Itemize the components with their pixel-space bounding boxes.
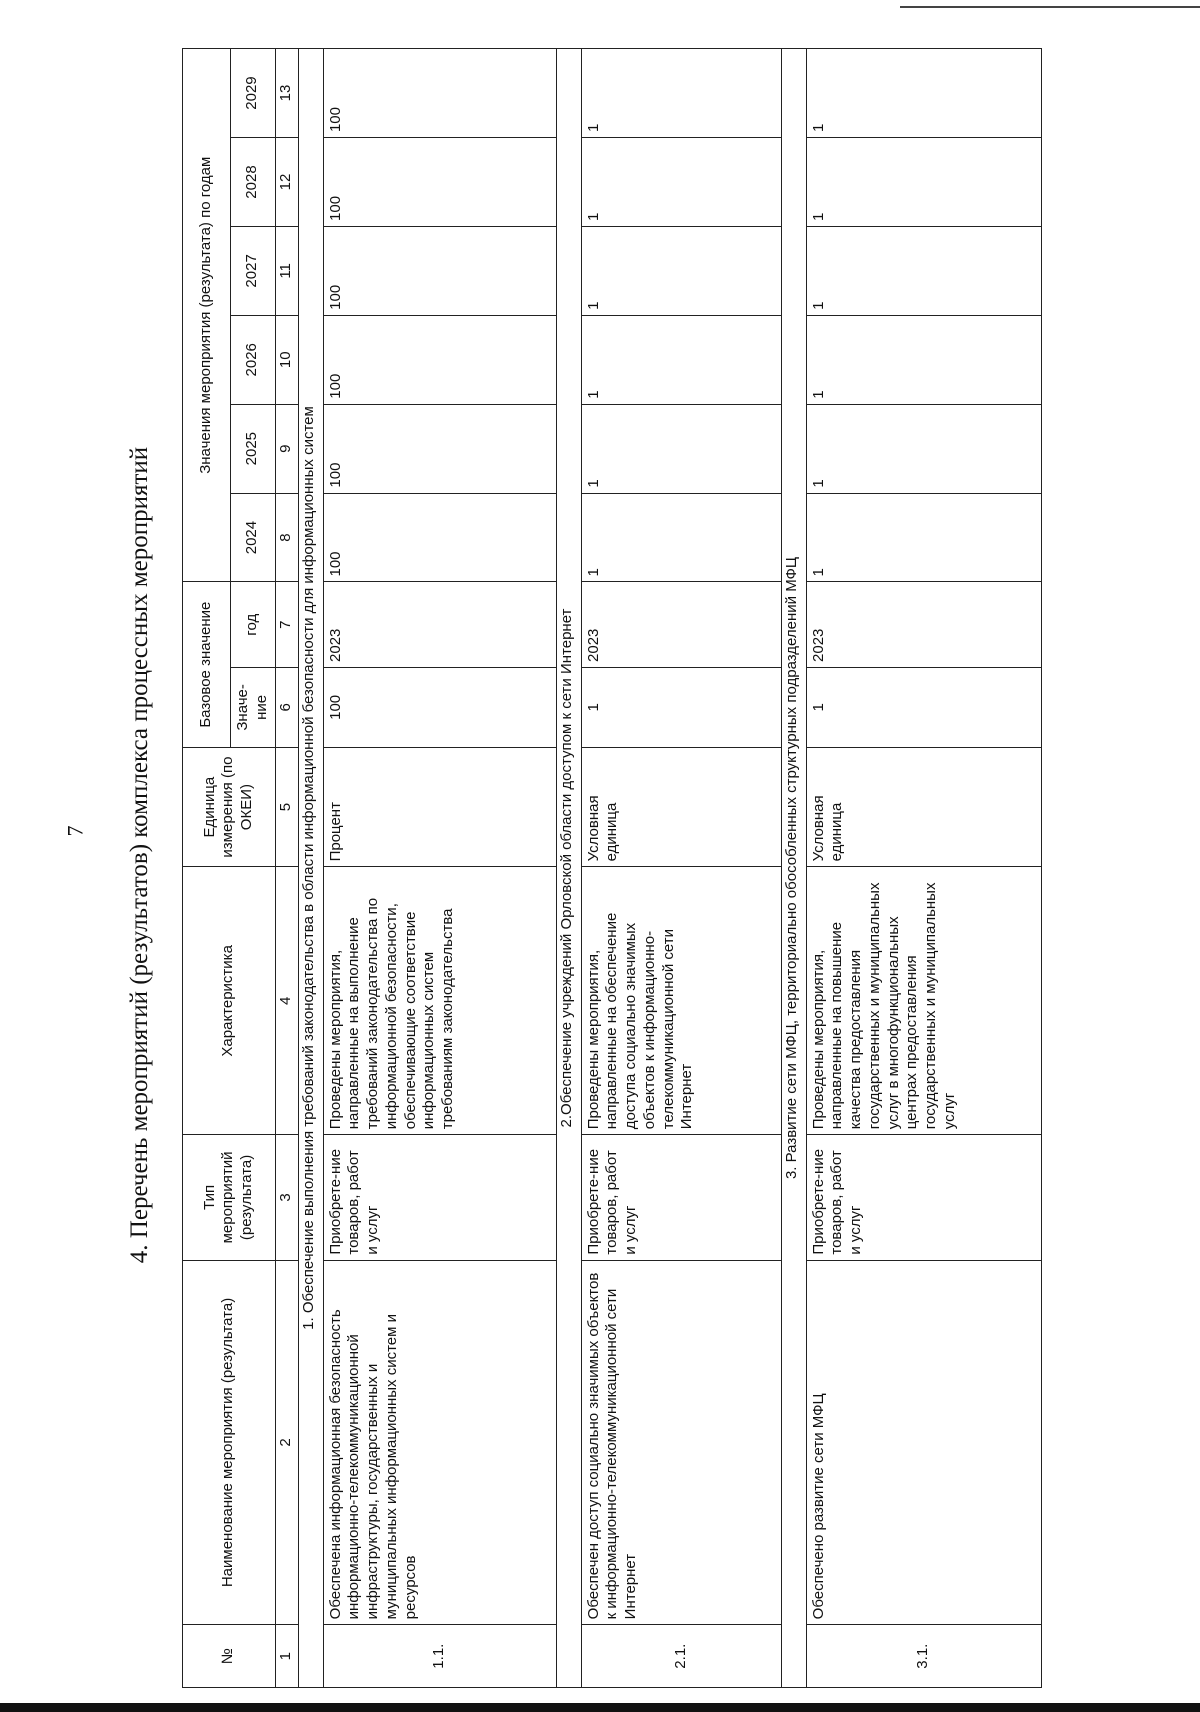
row-year-value: 100: [323, 493, 556, 582]
col-number: 2: [275, 1260, 298, 1625]
col-number: 8: [275, 493, 298, 582]
activities-table: [182, 48, 1042, 1688]
row-base-value: 1: [806, 667, 1041, 747]
table-row: [806, 49, 1041, 1688]
row-unit: Процент: [323, 747, 556, 867]
row-type: Приобрете-ние товаров, работ и услуг: [806, 1135, 1041, 1260]
header-base-year: год: [231, 582, 276, 667]
section-header-row: [781, 49, 806, 1688]
col-number: 6: [275, 667, 298, 747]
header-base-value: Значе-ние: [231, 667, 276, 747]
row-name: Обеспечен доступ социально значимых объектов к информационно-телекоммуникационной сети Интернет: [581, 1260, 781, 1625]
row-year-value: 1: [581, 226, 781, 315]
table-row: [323, 49, 556, 1688]
header-year: 2028: [231, 138, 276, 227]
row-base-year: 2023: [806, 582, 1041, 667]
header-year: 2025: [231, 404, 276, 493]
header-no: №: [183, 1625, 276, 1688]
col-number: 1: [275, 1625, 298, 1688]
row-year-value: 1: [581, 49, 781, 138]
header-unit: Единица измерения (по ОКЕИ): [183, 747, 276, 867]
header-desc: Характеристика: [183, 867, 276, 1135]
row-year-value: 100: [323, 315, 556, 404]
page-title: 4. Перечень мероприятий (результатов) комплекса процессных мероприятий: [126, 446, 153, 1264]
row-name: Обеспечено развитие сети МФЦ: [806, 1260, 1041, 1625]
row-base-year: 2023: [323, 582, 556, 667]
row-year-value: 1: [806, 138, 1041, 227]
row-unit: Условная единица: [581, 747, 781, 867]
header-year: 2026: [231, 315, 276, 404]
col-number: 3: [275, 1135, 298, 1260]
col-number: 13: [275, 49, 298, 138]
col-number: 9: [275, 404, 298, 493]
row-number: 3.1.: [806, 1625, 1041, 1688]
row-year-value: 100: [323, 404, 556, 493]
top-rule: [900, 6, 1200, 8]
header-type: Тип мероприятий (результата): [183, 1135, 276, 1260]
row-year-value: 1: [806, 315, 1041, 404]
row-number: 2.1.: [581, 1625, 781, 1688]
col-number: 7: [275, 582, 298, 667]
row-name: Обеспечена информационная безопасность информационно-телекоммуникационной инфраструктуры, государственных и муниципальных информационных систем и ресурсов: [323, 1260, 556, 1625]
col-number: 4: [275, 867, 298, 1135]
table-row: [581, 49, 781, 1688]
scan-edge-bar: [0, 1703, 1200, 1712]
row-base-value: 100: [323, 667, 556, 747]
section-title: 2.Обеспечение учреждений Орловской области доступом к сети Интернет: [556, 49, 581, 1688]
row-type: Приобрете-ние товаров, работ и услуг: [323, 1135, 556, 1260]
row-desc: Проведены мероприятия, направленные на обеспечение доступа социально значимых объектов к информационно-телекоммуникационной сети Интернет: [581, 867, 781, 1135]
row-desc: Проведены мероприятия, направленные на выполнение требований законодательства по информационной безопасности, обеспечивающие соответствие информационных систем требованиям законодательства: [323, 867, 556, 1135]
row-year-value: 1: [581, 493, 781, 582]
row-base-year: 2023: [581, 582, 781, 667]
header-year: 2024: [231, 493, 276, 582]
rotated-table-container: [182, 48, 1152, 1688]
row-base-value: 1: [581, 667, 781, 747]
page-number: 7: [62, 825, 88, 837]
row-year-value: 1: [581, 404, 781, 493]
row-number: 1.1.: [323, 1625, 556, 1688]
section-header-row: [298, 49, 323, 1688]
section-title: 1. Обеспечение выполнения требований законодательства в области информационной безопасности для информационных систем: [298, 49, 323, 1688]
row-type: Приобрете-ние товаров, работ и услуг: [581, 1135, 781, 1260]
header-year: 2027: [231, 226, 276, 315]
col-number: 10: [275, 315, 298, 404]
row-unit: Условная единица: [806, 747, 1041, 867]
header-base: Базовое значение: [183, 582, 231, 747]
row-year-value: 1: [806, 404, 1041, 493]
column-numbers-row: [275, 49, 298, 1688]
header-years-group: Значения мероприятия (результата) по годам: [183, 49, 231, 583]
row-year-value: 1: [806, 49, 1041, 138]
col-number: 11: [275, 226, 298, 315]
row-year-value: 1: [581, 138, 781, 227]
row-desc: Проведены мероприятия, направленные на повышение качества предоставления государственных и муниципальных услуг в многофункциональных центрах предоставления государственных и муниципальных услуг: [806, 867, 1041, 1135]
section-title: 3. Развитие сети МФЦ, территориально обособленных структурных подразделений МФЦ: [781, 49, 806, 1688]
row-year-value: 1: [581, 315, 781, 404]
row-year-value: 100: [323, 49, 556, 138]
row-year-value: 100: [323, 226, 556, 315]
header-name: Наименование мероприятия (результата): [183, 1260, 276, 1625]
header-year: 2029: [231, 49, 276, 138]
row-year-value: 100: [323, 138, 556, 227]
section-header-row: [556, 49, 581, 1688]
row-year-value: 1: [806, 493, 1041, 582]
row-year-value: 1: [806, 226, 1041, 315]
col-number: 12: [275, 138, 298, 227]
col-number: 5: [275, 747, 298, 867]
